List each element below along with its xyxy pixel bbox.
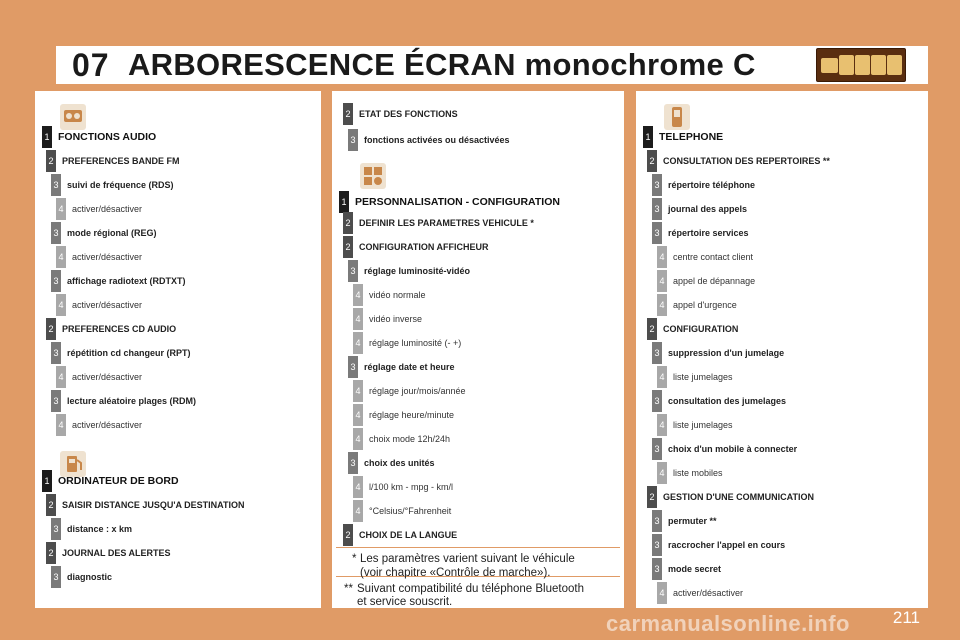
menu-item-label: mode secret <box>668 564 722 574</box>
menu-item-level-4 <box>353 428 450 450</box>
menu-item-level-3 <box>652 342 784 364</box>
fuel-icon <box>871 55 886 75</box>
level-badge: 3 <box>348 260 358 282</box>
level-badge: 4 <box>657 294 667 316</box>
menu-item-level-3 <box>652 222 749 244</box>
page-title: ARBORESCENCE ÉCRAN monochrome C <box>128 47 756 82</box>
menu-item-label: consultation des jumelages <box>668 396 787 406</box>
menu-item-level-1 <box>643 126 723 148</box>
menu-item-level-4 <box>56 246 142 268</box>
menu-item-level-2 <box>46 318 176 340</box>
menu-item-label: lecture aléatoire plages (RDM) <box>67 396 197 406</box>
level-badge: 2 <box>46 494 56 516</box>
level-badge: 4 <box>353 284 363 306</box>
menu-item-level-3 <box>51 566 112 588</box>
menu-item-level-3 <box>51 390 196 412</box>
menu-item-label: affichage radiotext (RDTXT) <box>67 276 186 286</box>
menu-item-level-4 <box>353 404 454 426</box>
menu-item-label: appel d'urgence <box>673 300 737 310</box>
menu-item-level-1 <box>42 126 156 148</box>
level-badge: 3 <box>652 390 662 412</box>
level-badge: 2 <box>343 103 353 125</box>
menu-item-label: appel de dépannage <box>673 276 756 286</box>
menu-item-label: GESTION D'UNE COMMUNICATION <box>663 492 814 502</box>
menu-item-level-3 <box>348 356 455 378</box>
level-badge: 3 <box>51 174 61 196</box>
menu-item-label: °Celsius/°Fahrenheit <box>369 506 452 516</box>
menu-item-level-4 <box>657 294 737 316</box>
menu-item-level-3 <box>51 174 174 196</box>
menu-item-label: activer/désactiver <box>72 252 143 262</box>
footnote-dstar-line1: Suivant compatibilité du téléphone Bluetooth <box>357 583 584 595</box>
menu-item-label: réglage luminosité (- +) <box>369 338 462 348</box>
menu-item-label: choix d'un mobile à connecter <box>668 444 798 454</box>
menu-item-level-3 <box>652 438 797 460</box>
settings-icon <box>887 55 902 75</box>
menu-item-label: fonctions activées ou désactivées <box>364 135 510 145</box>
menu-item-label: JOURNAL DES ALERTES <box>62 548 171 558</box>
menu-item-level-3 <box>51 222 157 244</box>
menu-item-label: activer/désactiver <box>673 588 744 598</box>
menu-item-level-3 <box>348 452 435 474</box>
menu-item-level-3 <box>652 558 721 580</box>
menu-item-label: vidéo inverse <box>369 314 423 324</box>
menu-item-label: l/100 km - mpg - km/l <box>369 482 454 492</box>
menu-item-level-3 <box>652 534 785 556</box>
menu-item-label: choix mode 12h/24h <box>369 434 451 444</box>
menu-item-level-3 <box>51 342 191 364</box>
phone-icon <box>855 55 870 75</box>
level-badge: 3 <box>652 198 662 220</box>
menu-item-label: raccrocher l'appel en cours <box>668 540 786 550</box>
level-badge: 4 <box>353 332 363 354</box>
level-badge: 4 <box>657 462 667 484</box>
level-badge: 3 <box>652 222 662 244</box>
menu-item-label: CONFIGURATION <box>663 324 739 334</box>
menu-item-label: réglage heure/minute <box>369 410 455 420</box>
level-badge: 4 <box>353 476 363 498</box>
menu-item-label: vidéo normale <box>369 290 426 300</box>
level-badge: 4 <box>657 270 667 292</box>
level-badge: 2 <box>647 318 657 340</box>
level-badge: 3 <box>348 129 358 151</box>
menu-item-level-4 <box>56 294 142 316</box>
header-icon-strip <box>816 48 906 82</box>
menu-item-label: liste jumelages <box>673 420 733 430</box>
level-badge: 4 <box>353 308 363 330</box>
menu-item-label: TELEPHONE <box>659 131 724 143</box>
level-badge: 2 <box>647 486 657 508</box>
level-badge: 4 <box>657 246 667 268</box>
level-badge: 4 <box>353 404 363 426</box>
menu-item-label: répertoire services <box>668 228 749 238</box>
menu-item-level-4 <box>353 500 451 522</box>
level-badge: 3 <box>652 534 662 556</box>
menu-item-label: diagnostic <box>67 572 113 582</box>
level-badge: 2 <box>343 236 353 258</box>
level-badge: 2 <box>46 318 56 340</box>
menu-item-level-4 <box>56 198 142 220</box>
menu-item-level-4 <box>657 270 755 292</box>
footnote-dstar-line2: et service souscrit. <box>357 596 453 608</box>
level-badge: 3 <box>51 566 61 588</box>
menu-item-level-2 <box>343 524 457 546</box>
menu-item-level-3 <box>652 174 755 196</box>
level-badge: 3 <box>51 270 61 292</box>
level-badge: 4 <box>56 366 66 388</box>
menu-item-level-4 <box>56 414 142 436</box>
menu-item-label: SAISIR DISTANCE JUSQU'A DESTINATION <box>62 500 245 510</box>
menu-item-label: réglage luminosité-vidéo <box>364 266 471 276</box>
menu-item-label: distance : x km <box>67 524 133 534</box>
personalisation-icon <box>360 163 386 189</box>
menu-item-label: permuter ** <box>668 516 717 526</box>
menu-item-label: activer/désactiver <box>72 204 143 214</box>
menu-item-level-4 <box>353 308 422 330</box>
menu-item-level-2 <box>46 542 171 564</box>
menu-item-label: journal des appels <box>668 204 748 214</box>
chapter-number: 07 <box>72 47 110 83</box>
menu-item-level-4 <box>657 246 753 268</box>
menu-item-label: CONSULTATION DES REPERTOIRES ** <box>663 156 830 166</box>
level-badge: 2 <box>647 150 657 172</box>
menu-item-label: mode régional (REG) <box>67 228 157 238</box>
menu-item-label: liste jumelages <box>673 372 733 382</box>
menu-item-level-2 <box>343 236 489 258</box>
page-number: 211 <box>892 608 920 627</box>
level-badge: 1 <box>339 191 349 213</box>
level-badge: 4 <box>657 366 667 388</box>
audio-icon <box>839 55 854 75</box>
level-badge: 4 <box>353 500 363 522</box>
menu-item-label: FONCTIONS AUDIO <box>58 131 157 143</box>
level-badge: 4 <box>353 380 363 402</box>
menu-item-label: CONFIGURATION AFFICHEUR <box>359 242 489 252</box>
level-badge: 3 <box>51 222 61 244</box>
footnote-dstar-mark: ** <box>344 583 353 595</box>
menu-item-label: PERSONNALISATION - CONFIGURATION <box>355 196 560 208</box>
menu-item-label: PREFERENCES BANDE FM <box>62 156 180 166</box>
level-badge: 2 <box>46 150 56 172</box>
menu-item-level-2 <box>46 494 245 516</box>
menu-item-level-4 <box>657 582 743 604</box>
level-badge: 3 <box>652 342 662 364</box>
menu-item-level-3 <box>652 390 786 412</box>
menu-item-label: DEFINIR LES PARAMETRES VEHICULE * <box>359 218 534 228</box>
menu-item-label: choix des unités <box>364 458 435 468</box>
level-badge: 1 <box>42 470 52 492</box>
menu-item-level-3 <box>652 510 717 532</box>
level-badge: 3 <box>652 174 662 196</box>
level-badge: 4 <box>56 246 66 268</box>
level-badge: 4 <box>56 198 66 220</box>
menu-item-level-3 <box>652 198 747 220</box>
menu-item-level-2 <box>46 150 180 172</box>
panel-audio-computer <box>35 91 321 608</box>
menu-item-label: suivi de fréquence (RDS) <box>67 180 174 190</box>
menu-item-level-4 <box>657 414 733 436</box>
footnote-star-mark: * <box>352 553 357 565</box>
menu-item-level-2 <box>647 486 814 508</box>
menu-item-level-4 <box>353 476 453 498</box>
level-badge: 4 <box>353 428 363 450</box>
menu-item-level-3 <box>348 129 510 151</box>
notes-divider <box>336 547 620 548</box>
footnote-star-line1: Les paramètres varient suivant le véhicule <box>360 553 575 565</box>
menu-item-label: activer/désactiver <box>72 420 143 430</box>
menu-item-label: suppression d'un jumelage <box>668 348 785 358</box>
level-badge: 4 <box>657 414 667 436</box>
level-badge: 3 <box>652 510 662 532</box>
level-badge: 2 <box>343 212 353 234</box>
menu-item-label: activer/désactiver <box>72 372 143 382</box>
level-badge: 1 <box>42 126 52 148</box>
menu-item-label: répertoire téléphone <box>668 180 756 190</box>
level-badge: 3 <box>348 356 358 378</box>
level-badge: 2 <box>46 542 56 564</box>
menu-item-level-3 <box>51 518 132 540</box>
menu-item-level-3 <box>348 260 470 282</box>
menu-item-label: réglage date et heure <box>364 362 455 372</box>
level-badge: 3 <box>51 518 61 540</box>
level-badge: 2 <box>343 524 353 546</box>
level-badge: 4 <box>657 582 667 604</box>
level-badge: 3 <box>51 342 61 364</box>
menu-item-level-2 <box>647 150 830 172</box>
menu-item-level-4 <box>657 462 723 484</box>
menu-item-label: ORDINATEUR DE BORD <box>58 475 179 487</box>
menu-item-level-4 <box>657 366 733 388</box>
menu-item-label: réglage jour/mois/année <box>369 386 466 396</box>
menu-item-label: centre contact client <box>673 252 754 262</box>
menu-item-level-1 <box>339 191 560 213</box>
menu-item-label: CHOIX DE LA LANGUE <box>359 530 458 540</box>
menu-item-label: ETAT DES FONCTIONS <box>359 109 458 119</box>
menu-item-level-4 <box>353 380 466 402</box>
menu-item-level-1 <box>42 470 179 492</box>
menu-item-label: activer/désactiver <box>72 300 143 310</box>
level-badge: 3 <box>51 390 61 412</box>
level-badge: 4 <box>56 294 66 316</box>
radio-icon <box>821 58 838 73</box>
level-badge: 1 <box>643 126 653 148</box>
level-badge: 3 <box>348 452 358 474</box>
menu-item-label: liste mobiles <box>673 468 723 478</box>
menu-item-label: répétition cd changeur (RPT) <box>67 348 191 358</box>
panel-telephone <box>636 91 928 608</box>
menu-item-level-2 <box>647 318 738 340</box>
level-badge: 3 <box>652 558 662 580</box>
panel-personalisation <box>332 91 624 608</box>
menu-item-level-3 <box>51 270 186 292</box>
level-badge: 4 <box>56 414 66 436</box>
watermark: carmanualsonline.info <box>606 611 850 636</box>
menu-item-level-4 <box>353 284 426 306</box>
menu-item-level-2 <box>343 103 458 125</box>
menu-item-level-2 <box>343 212 534 234</box>
level-badge: 3 <box>652 438 662 460</box>
footnote-star-line2: (voir chapitre «Contrôle de marche»). <box>360 567 551 579</box>
menu-item-level-4 <box>56 366 142 388</box>
menu-item-label: PREFERENCES CD AUDIO <box>62 324 177 334</box>
menu-item-level-4 <box>353 332 461 354</box>
